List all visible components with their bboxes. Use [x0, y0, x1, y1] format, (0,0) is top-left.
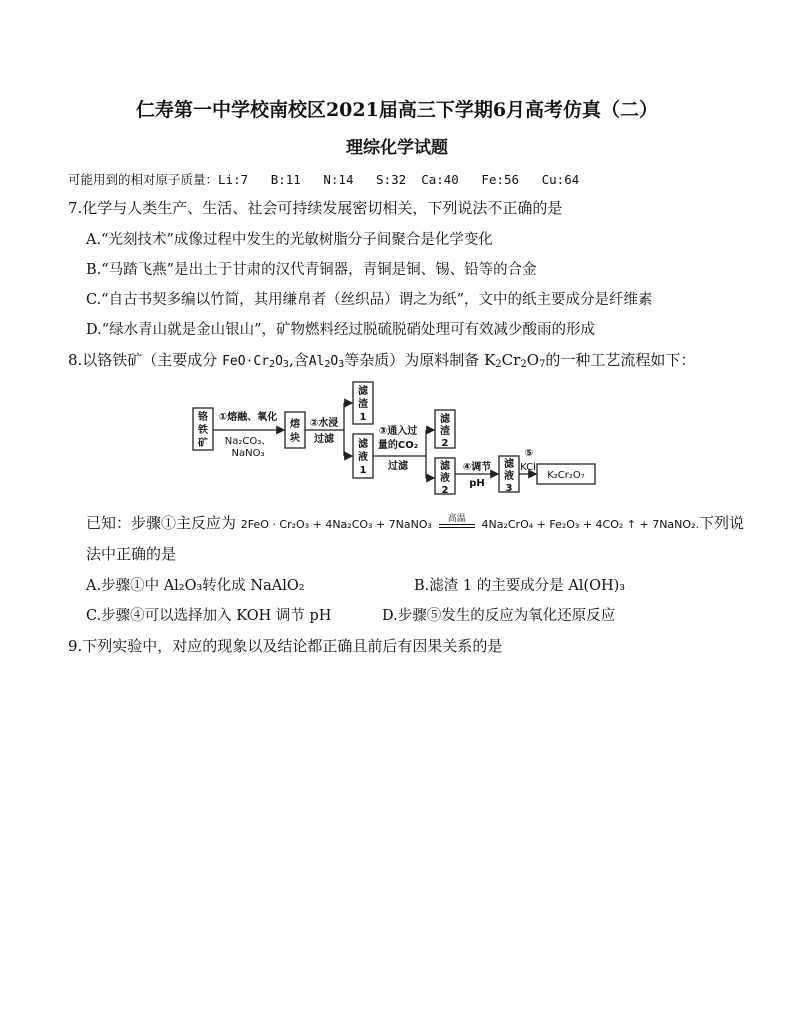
atomic-masses-label: 可能用到的相对原子质量： [68, 172, 219, 187]
q8-known-prefix: 已知：步骤①主反应为 [86, 514, 237, 532]
q8-formula-ore-text: FeO·Cr [222, 354, 270, 369]
q8-stem-part: 8.以铬铁矿（主要成分 [68, 351, 218, 369]
exam-title: 仁寿第一中学校南校区2021届高三下学期6月高考仿真（二） [135, 99, 659, 121]
filtrate2-label: 滤 [440, 461, 450, 472]
exam-subtitle: 理综化学试题 [346, 138, 448, 158]
q8-formula-product [484, 351, 545, 369]
ore-label: 矿 [198, 438, 208, 449]
step3-label: ③通入过 [378, 426, 418, 437]
q9-stem: 9.下列实验中，对应的现象以及结论都正确且前后有因果关系的是 [68, 637, 503, 655]
filtrate2-label: 液 [440, 473, 450, 484]
q8-sub: 3 [282, 359, 289, 370]
step5-label: ⑤ [524, 448, 534, 459]
step1-label: ①熔融、氧化 [218, 412, 278, 423]
q8-sub: 2 [520, 359, 527, 370]
atomic-masses [68, 170, 579, 188]
q8-option-b: B.滤渣 1 的主要成分是 Al(OH)₃ [414, 578, 626, 594]
q7-stem: 7.化学与人类生产、生活、社会可持续发展密切相关，下列说法不正确的是 [68, 199, 563, 217]
q8-sub: 2 [324, 359, 331, 370]
q8-sub: 2 [495, 359, 502, 370]
q8-sub: 2 [269, 359, 276, 370]
residue1-label: 1 [359, 412, 367, 423]
residue1-label: 渣 [358, 399, 368, 410]
product-label: K₂Cr₂O₇ [547, 470, 585, 481]
q8-formula-k: K [484, 351, 496, 369]
filtrate3-label: 滤 [504, 459, 514, 470]
ore-label: 铁 [198, 425, 208, 436]
q7-option-c: C.“自古书契多编以竹简，其用缣帛者（丝织品）谓之为纸”，文中的纸主要成分是纤维素 [86, 292, 653, 308]
residue2-label: 渣 [440, 426, 450, 437]
filtrate1-label: 滤 [358, 439, 368, 450]
filtrate3-label: 3 [505, 483, 513, 494]
q8-formula-o: O [330, 354, 339, 369]
melt-label: 块 [290, 433, 300, 444]
ore-label: 铬 [198, 412, 208, 423]
q8-equation-line [439, 527, 475, 528]
step3-label: 过滤 [388, 461, 408, 472]
q8-option-a: A.步骤①中 Al₂O₃转化成 NaAlO₂ [86, 578, 305, 594]
step2-label: 过滤 [314, 434, 334, 445]
q7-option-d: D.“绿水青山就是金山银山”，矿物燃料经过脱硫脱硝处理可有效减少酸雨的形成 [86, 322, 596, 338]
q7-option-a: A.“光刻技术”成像过程中发生的光敏树脂分子间聚合是化学变化 [86, 232, 493, 248]
q8-stem-part: 的一种工艺流程如下： [545, 351, 696, 369]
q8-stem-part: 等杂质）为原料制备 [344, 351, 480, 369]
q8-formula-ore [222, 354, 289, 369]
q8-formula-alumina [309, 354, 345, 369]
q8-option-d: D.步骤⑤发生的反应为氧化还原反应 [382, 608, 616, 624]
filtrate1-label: 液 [358, 452, 368, 463]
q8-formula-o: O [526, 351, 540, 369]
step4-label: pH [469, 478, 485, 489]
q8-equation-right: 4Na₂CrO₄ + Fe₂O₃ + 4CO₂ ↑ + 7NaNO₂. [481, 518, 699, 531]
q8-equation-arrow [437, 514, 477, 531]
filtrate1-label: 1 [359, 465, 367, 476]
step5-reagent: KCl [520, 462, 536, 473]
melt-label: 熔 [290, 419, 300, 430]
q8-formula-al: Al [308, 354, 325, 369]
q8-known-line [86, 512, 744, 533]
step1-reagent: NaNO₃ [231, 448, 265, 459]
filtrate2-label: 2 [441, 485, 449, 496]
q8-sub: 3 [338, 359, 345, 370]
q8-equation-left: 2FeO · Cr₂O₃ + 4Na₂CO₃ + 7NaNO₃ [240, 518, 432, 531]
q8-stem-line3: 法中正确的是 [86, 545, 177, 563]
q8-stem-part: ,含 [288, 351, 309, 369]
residue2-label: 2 [441, 438, 449, 449]
q8-equation-line [439, 524, 475, 525]
step1-reagent: Na₂CO₃、 [224, 436, 272, 447]
residue2-label: 滤 [440, 414, 450, 425]
residue1-label: 滤 [358, 386, 368, 397]
atomic-masses-values: Li:7 B:11 N:14 S:32 Ca:40 Fe:56 Cu:64 [218, 172, 580, 187]
process-flow-diagram [190, 378, 610, 496]
filtrate3-label: 液 [504, 471, 514, 482]
step2-label: ②水浸 [309, 418, 339, 429]
q8-equation-condition: 高温 [447, 514, 466, 524]
step4-label: ④调节 [462, 462, 492, 473]
q8-formula-ore-o: O [275, 354, 283, 369]
q8-option-c: C.步骤④可以选择加入 KOH 调节 pH [86, 608, 332, 624]
q8-sub: 7 [539, 359, 546, 370]
q8-known-suffix: 下列说 [698, 514, 744, 532]
q8-formula-cr: Cr [501, 351, 521, 369]
q8-stem [68, 349, 695, 370]
step3-label: 量的CO₂ [377, 440, 419, 451]
q7-option-b: B.“马踏飞燕”是出土于甘肃的汉代青铜器，青铜是铜、锡、铅等的合金 [86, 262, 537, 278]
